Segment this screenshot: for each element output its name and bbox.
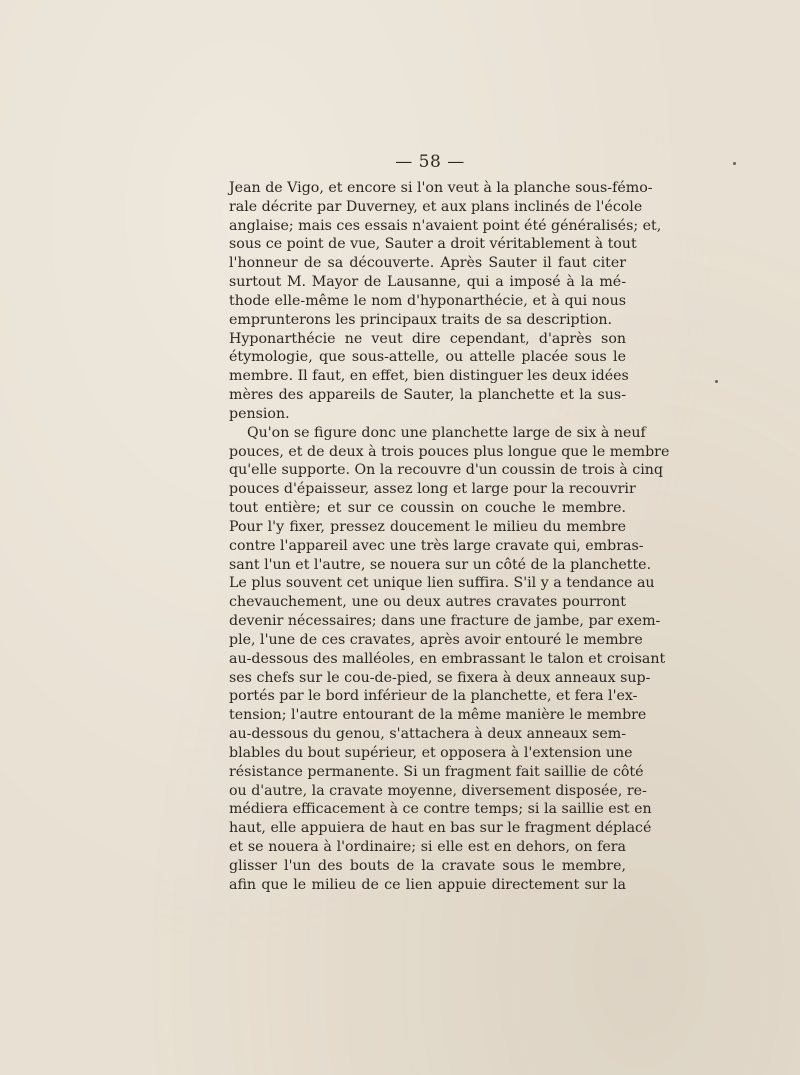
text-line: devenir nécessaires; dans une fracture de jambe, par exem-	[229, 613, 661, 630]
text-line: et se nouera à l'ordinaire; si elle est en dehors, on fera	[229, 838, 626, 855]
text-line: pouces, et de deux à trois pouces plus longue que le membre	[229, 443, 670, 460]
text-line: qu'elle supporte. On la recouvre d'un coussin de trois à cinq	[229, 462, 663, 479]
paper-speck	[733, 162, 736, 165]
text-line: l'honneur de sa découverte. Après Sauter il faut citer	[229, 255, 626, 272]
text-line: Qu'on se figure donc une planchette large de six à neuf	[247, 424, 646, 441]
text-line: Le plus souvent cet unique lien suffira. S'il y a tendance au	[229, 575, 655, 592]
text-line: étymologie, que sous-attelle, ou attelle placée sous le	[229, 349, 626, 366]
text-line: anglaise; mais ces essais n'avaient point été généralisés; et,	[229, 217, 662, 234]
text-line: Jean de Vigo, et encore si l'on veut à la planche sous-fémo-	[229, 180, 653, 196]
text-line: Pour l'y fixer, pressez doucement le milieu du membre	[229, 518, 626, 535]
text-line: ses chefs sur le cou-de-pied, se fixera à deux anneaux sup-	[229, 669, 651, 686]
text-line: portés par le bord inférieur de la planchette, et fera l'ex-	[229, 688, 638, 705]
text-line: contre l'appareil avec une très large cravate qui, embras-	[229, 537, 644, 554]
text-line: Hyponarthécie ne veut dire cependant, d'après son	[229, 330, 626, 347]
text-line: ple, l'une de ces cravates, après avoir entouré le membre	[229, 631, 643, 648]
text-line: ou d'autre, la cravate moyenne, diversement disposée, re-	[229, 782, 647, 799]
paper-speck	[715, 380, 718, 383]
text-line: pension.	[229, 405, 290, 422]
text-line: tension; l'autre entourant de la même manière le membre	[229, 707, 647, 724]
text-line: tout entière; et sur ce coussin on couche le membre.	[229, 500, 626, 517]
text-line: haut, elle appuiera de haut en bas sur le fragment déplacé	[229, 820, 652, 837]
text-line: au-dessous des malléoles, en embrassant le talon et croisant	[229, 650, 666, 667]
text-line: pouces d'épaisseur, assez long et large pour la recouvrir	[229, 481, 636, 498]
text-line: glisser l'un des bouts de la cravate sous le membre,	[229, 857, 626, 874]
text-line: membre. Il faut, en effet, bien distinguer les deux idées	[229, 368, 629, 385]
text-line: médiera efficacement à ce contre temps; si la saillie est en	[229, 801, 652, 818]
text-line: afin que le milieu de ce lien appuie directement sur la	[229, 876, 626, 893]
text-line: sant l'un et l'autre, se nouera sur un côté de la planchette.	[229, 556, 652, 573]
body-text	[229, 179, 670, 894]
text-line: blables du bout supérieur, et opposera à l'extension une	[229, 744, 633, 761]
text-line: mères des appareils de Sauter, la planchette et la sus-	[229, 387, 626, 404]
text-line: thode elle-même le nom d'hyponarthécie, et à qui nous	[229, 292, 626, 309]
text-line: chevauchement, une ou deux autres cravates pourront	[229, 594, 626, 611]
page-number: — 58 —	[395, 152, 465, 172]
text-line: surtout M. Mayor de Lausanne, qui a imposé à la mé-	[229, 274, 626, 291]
text-line: au-dessous du genou, s'attachera à deux anneaux sem-	[229, 726, 626, 743]
text-line: sous ce point de vue, Sauter a droit véritablement à tout	[229, 236, 637, 253]
text-line: rale décrite par Duverney, et aux plans inclinés de l'école	[229, 198, 643, 215]
text-line: résistance permanente. Si un fragment fait saillie de côté	[229, 763, 644, 780]
text-line: emprunterons les principaux traits de sa description.	[229, 311, 613, 328]
